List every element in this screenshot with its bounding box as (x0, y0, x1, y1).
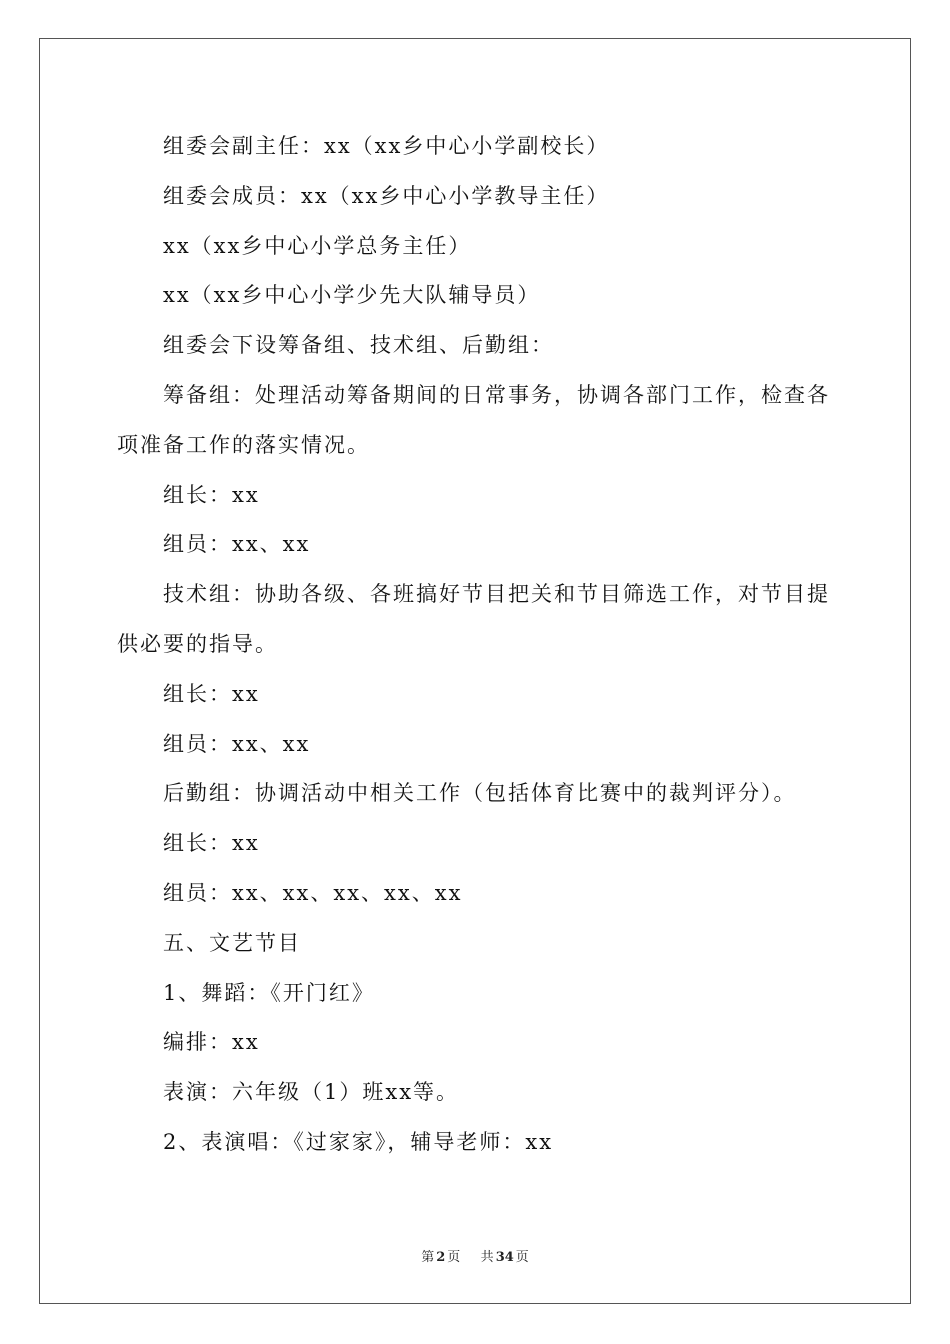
paragraph: 组员：xx、xx (163, 532, 311, 557)
paragraph: 组长：xx (163, 681, 260, 706)
paragraph: xx（xx乡中心小学总务主任） (163, 233, 472, 258)
paragraph: 后勤组：协调活动中相关工作（包括体育比赛中的裁判评分）。 (163, 781, 797, 806)
paragraph: 组长：xx (163, 482, 260, 507)
footer-prefix: 第 (421, 1250, 435, 1265)
paragraph: 2、表演唱：《过家家》，辅导老师：xx (163, 1129, 554, 1154)
paragraph: 组长：xx (163, 831, 260, 856)
paragraph: xx（xx乡中心小学少先大队辅导员） (163, 283, 541, 308)
paragraph: 编排：xx (163, 1030, 260, 1055)
paragraph: 组委会副主任：xx（xx乡中心小学副校长） (163, 134, 610, 158)
paragraph: 1、舞蹈：《开门红》 (163, 980, 375, 1005)
total-pages: 34 (495, 1250, 514, 1265)
page-number (419, 1250, 462, 1265)
footer-total-prefix: 共 (480, 1250, 494, 1265)
page-total (479, 1250, 531, 1265)
section-heading: 五、文艺节目 (163, 930, 301, 955)
current-page: 2 (436, 1250, 446, 1265)
paragraph: 组员：xx、xx (163, 731, 311, 756)
paragraph: 组委会成员：xx（xx乡中心小学教导主任） (163, 183, 610, 208)
paragraph: 组委会下设筹备组、技术组、后勤组： (163, 333, 554, 358)
document-body (117, 122, 833, 1168)
paragraph: 筹备组：处理活动筹备期间的日常事务，协调各部门工作，检查各项准备工作的落实情况。 (117, 382, 830, 457)
paragraph: 表演：六年级（1）班xx等。 (163, 1080, 460, 1105)
page-footer (0, 1246, 950, 1265)
footer-page-unit: 页 (447, 1250, 461, 1265)
footer-total-unit: 页 (515, 1250, 529, 1265)
paragraph: 组员：xx、xx、xx、xx、xx (163, 880, 463, 905)
paragraph: 技术组：协助各级、各班搞好节目把关和节目筛选工作，对节目提供必要的指导。 (117, 582, 830, 656)
